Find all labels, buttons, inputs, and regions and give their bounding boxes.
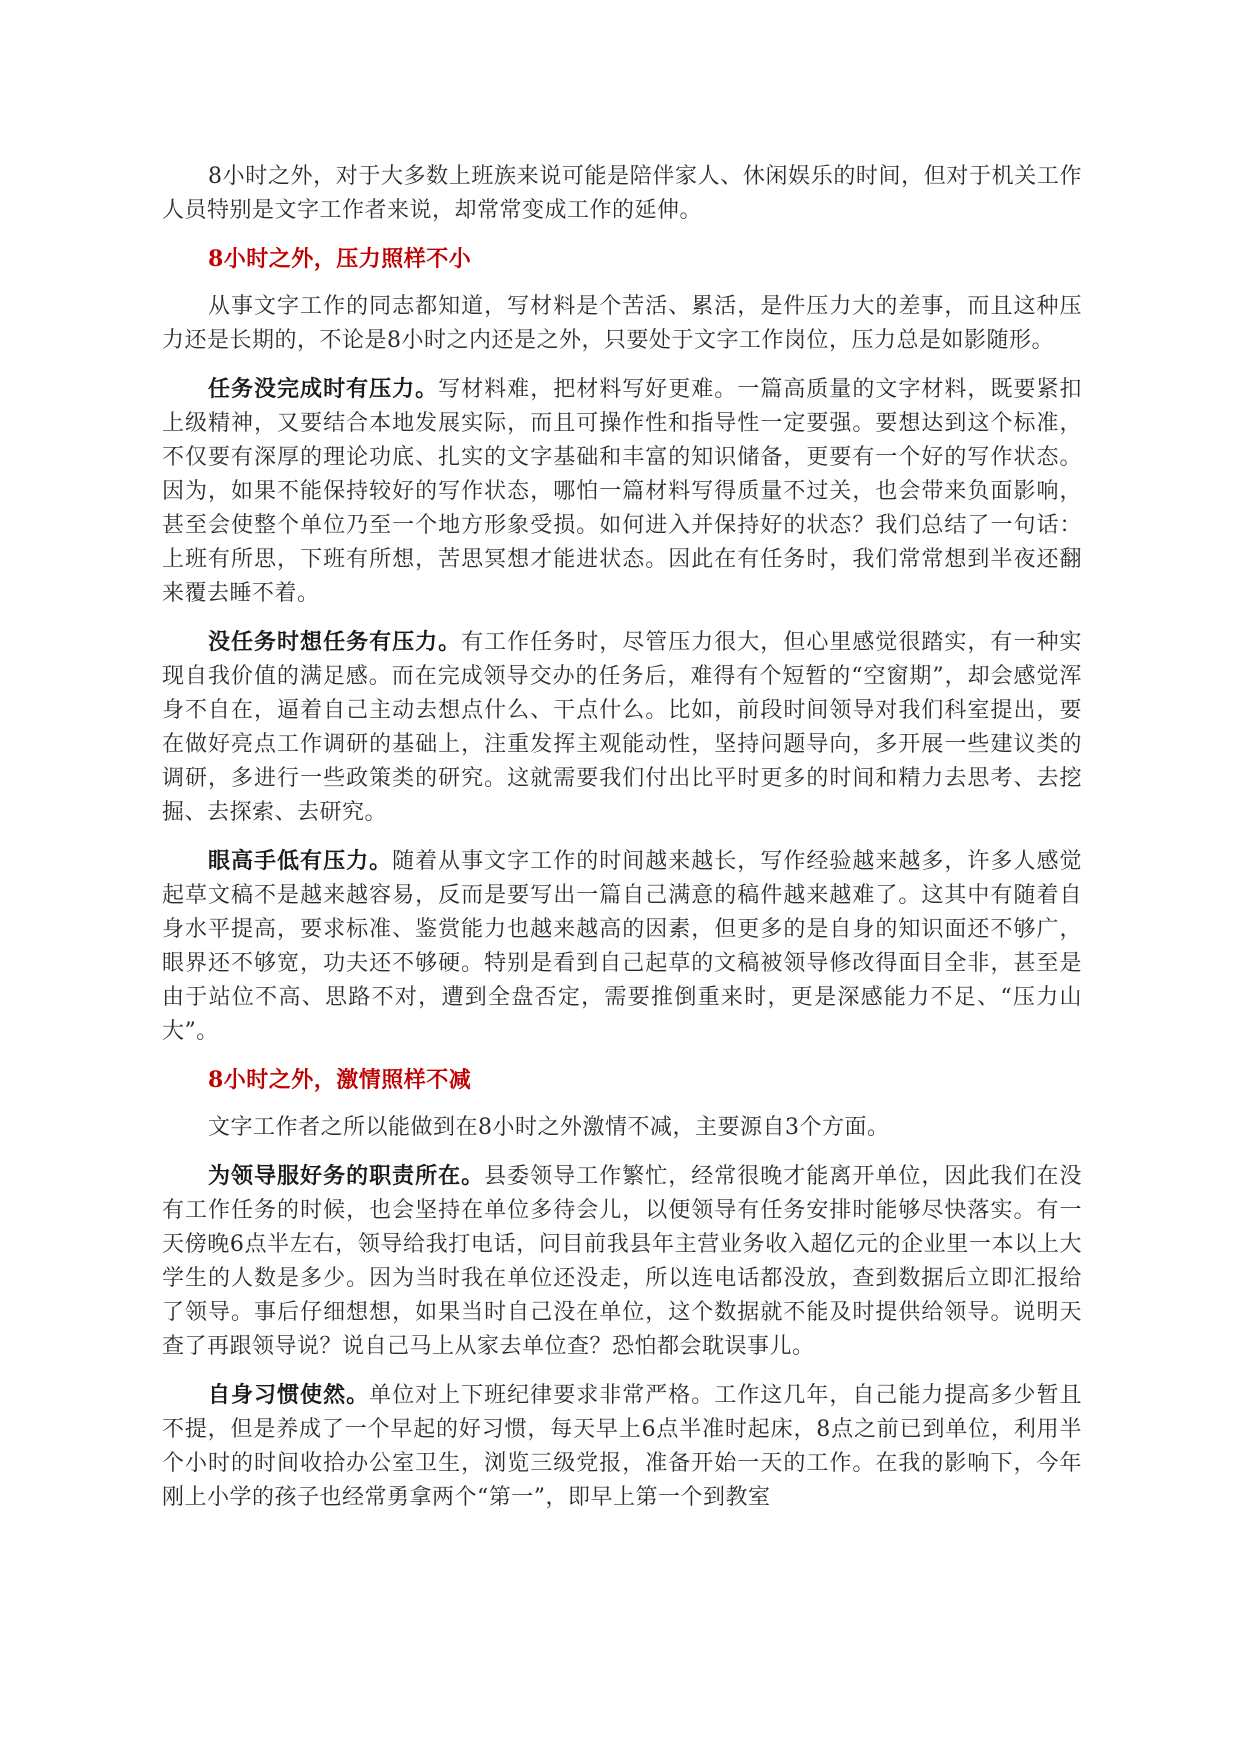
pressure-point-1-lead: 任务没完成时有压力。 <box>208 376 439 402</box>
section-heading-pressure: 8小时之外，压力照样不小 <box>208 246 472 272</box>
pressure-point-2-lead: 没任务时想任务有压力。 <box>208 629 462 655</box>
passion-intro-paragraph: 文字工作者之所以能做到在8小时之外激情不减，主要源自3个方面。 <box>208 1115 890 1140</box>
pressure-point-2-paragraph <box>162 625 1082 830</box>
document-page <box>162 160 1082 1529</box>
pressure-point-1-body: 写材料难，把材料写好更难。一篇高质量的文字材料，既要紧扣上级精神，又要结合本地发展实际，而且可操作性和指导性一定要强。要想达到这个标准，不仅要有深厚的理论功底、扎实的文字基础和丰富的知识储备，更要有一个好的写作状态。因为，如果不能保持较好的写作状态，哪怕一篇材料写得质量不过关，也会带来负面影响，甚至会使整个单位乃至一个地方形象受损。如何进入并保持好的状态？我们总结了一句话：上班有所思，下班有所想，苦思冥想才能进状态。因此在有任务时，我们常常想到半夜还翻来覆去睡不着。 <box>162 377 1082 606</box>
section-heading-passion: 8小时之外，激情照样不减 <box>208 1067 472 1093</box>
pressure-point-3-paragraph <box>162 844 1082 1049</box>
intro-paragraph: 8小时之外，对于大多数上班族来说可能是陪伴家人、休闲娱乐的时间，但对于机关工作人员特别是文字工作者来说，却常常变成工作的延伸。 <box>162 164 1082 223</box>
passion-point-1-paragraph <box>162 1159 1082 1364</box>
pressure-point-3-lead: 眼高手低有压力。 <box>208 848 393 874</box>
pressure-point-1-paragraph <box>162 372 1082 611</box>
passion-point-1-body: 县委领导工作繁忙，经常很晚才能离开单位，因此我们在没有工作任务的时候，也会坚持在单位多待会儿，以便领导有任务安排时能够尽快落实。有一天傍晚6点半左右，领导给我打电话，问目前我县年主营业务收入超亿元的企业里一本以上大学生的人数是多少。因为当时我在单位还没走，所以连电话都没放，查到数据后立即汇报给了领导。事后仔细想想，如果当时自己没在单位，这个数据就不能及时提供给领导。说明天查了再跟领导说？说自己马上从家去单位查？恐怕都会耽误事儿。 <box>162 1164 1082 1359</box>
passion-point-2-lead: 自身习惯使然。 <box>208 1382 370 1408</box>
pressure-point-2-body: 有工作任务时，尽管压力很大，但心里感觉很踏实，有一种实现自我价值的满足感。而在完成领导交办的任务后，难得有个短暂的“空窗期”，却会感觉浑身不自在，逼着自己主动去想点什么、干点什么。比如，前段时间领导对我们科室提出，要在做好亮点工作调研的基础上，注重发挥主观能动性，坚持问题导向，多开展一些建议类的调研，多进行一些政策类的研究。这就需要我们付出比平时更多的时间和精力去思考、去挖掘、去探索、去研究。 <box>162 630 1082 825</box>
passion-point-1-lead: 为领导服好务的职责所在。 <box>208 1163 485 1189</box>
passion-point-2-body: 单位对上下班纪律要求非常严格。工作这几年，自己能力提高多少暂且不提，但是养成了一个早起的好习惯，每天早上6点半准时起床，8点之前已到单位，利用半个小时的时间收拾办公室卫生，浏览三级党报，准备开始一天的工作。在我的影响下，今年刚上小学的孩子也经常勇拿两个“第一”，即早上第一个到教室 <box>162 1383 1082 1510</box>
pressure-intro-paragraph: 从事文字工作的同志都知道，写材料是个苦活、累活，是件压力大的差事，而且这种压力还是长期的，不论是8小时之内还是之外，只要处于文字工作岗位，压力总是如影随形。 <box>162 294 1082 353</box>
pressure-point-3-body: 随着从事文字工作的时间越来越长，写作经验越来越多，许多人感觉起草文稿不是越来越容易，反而是要写出一篇自己满意的稿件越来越难了。这其中有随着自身水平提高，要求标准、鉴赏能力也越来越高的因素，但更多的是自身的知识面还不够广，眼界还不够宽，功夫还不够硬。特别是看到自己起草的文稿被领导修改得面目全非，甚至是由于站位不高、思路不对，遭到全盘否定，需要推倒重来时，更是深感能力不足、“压力山大”。 <box>162 849 1082 1044</box>
passion-point-2-paragraph <box>162 1378 1082 1515</box>
